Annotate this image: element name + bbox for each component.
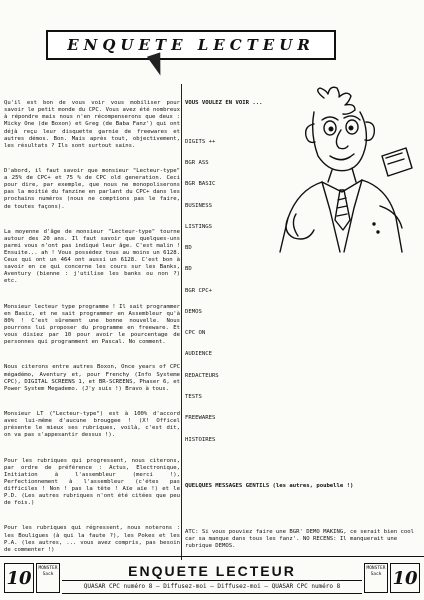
list-item: DEMOS [185, 308, 202, 315]
caricature-illustration [262, 86, 418, 254]
page-number: 10 [4, 563, 34, 593]
reader-message: ATC: Si vous pouviez faire une BGR' DEMO MAKING, ce serait bien cool car sa manque dans tous les fanz'. NO RECENS: Il manquerait une rubrique DEMOS. [185, 528, 415, 549]
message-block [185, 515, 417, 556]
paragraph: Nous citerons entre autres Boxon, Once years of CPC mégadémo, Aventury et, pour Frenchy (Info Systeme CPC), DIGITAL SCREENS 1, et BR-SCREENS, Phaser 6, et Power System Megademo. (J'y suis !) Bravo à tous. [4, 364, 180, 392]
footer-tagline: QUASAR CPC numéro 8 — Diffusez-moi — Diffusez-moi — QUASAR CPC numéro 8 [62, 580, 362, 590]
left-column [4, 86, 180, 556]
list-item: REDACTEURS [185, 372, 219, 379]
column-divider [181, 84, 182, 560]
footer-title: ENQUETE LECTEUR [128, 563, 296, 579]
page-footer [0, 556, 424, 600]
paragraph: La moyenne d'âge de monsieur "Lecteur-type" tourne autour des 20 ans. Il faut savoir que quelques-uns parmi vous n'ont pas indiqué leur âge. C'est malin ! Ensuite... ah ! Vous possédez tous au moins un 6128. Ceux qui ont un 464 ont aussi un 6128. C'est bon à savoir en ce qui concerne les cours sur les Banks, Aventury (bienne : j'utilise les banks ou non ?) etc. [4, 228, 180, 285]
page-title: ENQUETE LECTEUR [67, 36, 315, 54]
list-item: BD [185, 245, 192, 252]
list-item: DIGITS ++ [185, 138, 216, 145]
list-item: TESTS [185, 394, 202, 401]
list-item: HISTOIRES [185, 436, 216, 443]
page-tag: MONSTER Sack [36, 563, 60, 593]
list-item: BGR CPC+ [185, 287, 212, 294]
header-banner [46, 30, 336, 60]
paragraph: Monsieur lecteur type programme ! Il sait programmer en Basic, et ne sait programmer en Assembleur qu'à 80% ! C'est sûrement une bonne nouvelle. Nous pourrons lui proposer du programme en freeware. Et vous disiez par 10 pour avoir le pourcentage de personnes qui programment en Pascal. No comment. [4, 303, 180, 346]
voted-heading: VOUS VOULEZ EN VOIR ... [185, 100, 263, 107]
paragraph: Monsieur LT ("Lecteur-type") est à 100% d'accord avec lui-même d'aucune brouggee ! (X! Officel présente le mieux ses rubriques, voilà, c'est dit, on va pas s'appesantir dessus !). [4, 411, 180, 439]
list-item: LISTINGS [185, 223, 212, 230]
paragraph: D'abord, il faut savoir que monsieur "Lecteur-type" a 25% de CPC+ et 75 % de CPC old generation. Ceci pour dire, par exemple, que nous ne monopoliserons pas la moitié du fanzine en parlant du CPC+ dans les prochains numéros (nous ne comptions pas le faire, de toutes façons). [4, 168, 180, 210]
paragraph: Pour les rubriques qui régressent, nous noterons : les Bouligues (à qui la faute ?), les Pokes et les P.A. (les autres, ... vous avez compris, pas besoin de commenter !) [4, 525, 180, 553]
list-item: BGR BASIC [185, 181, 216, 188]
paragraph: Qu'il est bon de vous voir vous mobiliser pour savoir le petit monde du CPC. Vous avez été nombreux à répondre mais nous n'en récompenserons que deux : Micky One (de Boxon) et Greg (de Baba Fanz') qui ont déjà reçu leur disquette garnie de freewares et autres démos. Bon. Mais après tout, objectivement, les résultats ? Ils sont surtout sains. [4, 100, 180, 149]
list-item: FREEWARES [185, 415, 216, 422]
list-item: BD [185, 266, 192, 273]
paragraph: Pour les rubriques qui progressent, nous citerons, par ordre de préférence : Actus, Electronique, Initiation à l'assembleur (merci !), Perfectionnement à l'assembleur (c'étes pas difficiles ! Non ! pas la tête ! Aïe aïe !) et le P.D. (Les autres rubriques n'ont été citées que peu de fois.) [4, 457, 180, 507]
footer-rule [62, 593, 362, 594]
list-item: CPC ON [185, 330, 206, 337]
list-item: AUDIENCE [185, 351, 212, 358]
list-item: BUSINESS [185, 202, 212, 209]
voted-list [185, 124, 259, 457]
list-item: BGR ASS [185, 159, 209, 166]
page-number: 10 [390, 563, 420, 593]
messages-heading: QUELQUES MESSAGES GENTILS (les autres, poubelle !) [185, 483, 354, 490]
page-tag: MONSTER Sack [364, 563, 388, 593]
